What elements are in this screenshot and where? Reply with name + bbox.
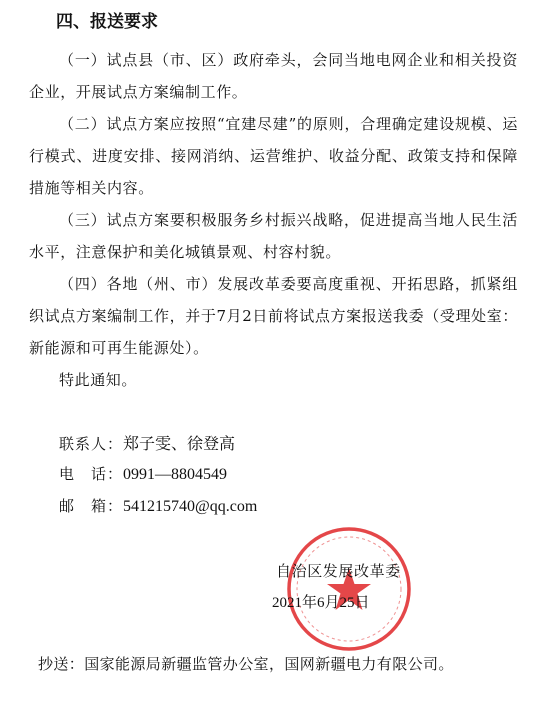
contact-phone-label: 电 话：	[59, 465, 124, 483]
signature-org: 自治区发展改革委	[276, 562, 401, 580]
section-heading: 四、报送要求	[56, 12, 158, 32]
signature-date: 2021年6月25日	[272, 595, 370, 611]
contact-email-value: 541215740@qq.com	[123, 498, 258, 515]
contact-phone-value: 0991—8804549	[123, 466, 227, 483]
official-seal-icon	[284, 524, 414, 654]
requirement-item-3: （三）试点方案要积极服务乡村振兴战略，促进提高当地人民生活水平，注意保护和美化城镇景观、村容村貌。	[29, 211, 518, 261]
contact-email	[59, 492, 257, 521]
contact-person	[59, 430, 235, 459]
contact-person-value: 郑子雯、徐登高	[123, 436, 236, 453]
requirement-item-1: （一）试点县（市、区）政府牵头，会同当地电网企业和相关投资企业，开展试点方案编制工作。	[29, 51, 518, 101]
contact-phone	[59, 460, 227, 489]
requirement-item-2: （二）试点方案应按照“宜建尽建”的原则，合理确定建设规模、运行模式、进度安排、接网消纳、运营维护、收益分配、政策支持和保障措施等相关内容。	[29, 115, 518, 197]
notice-text: 特此通知。	[59, 371, 138, 389]
contact-email-label: 邮 箱：	[59, 497, 124, 515]
cc-line: 抄送：国家能源局新疆监管办公室，国网新疆电力有限公司。	[38, 655, 454, 673]
requirement-item-4: （四）各地（州、市）发展改革委要高度重视、开拓思路，抓紧组织试点方案编制工作，并于7月2日前将试点方案报送我委（受理处室：新能源和可再生能源处）。	[29, 275, 518, 357]
contact-person-label: 联系人：	[59, 435, 124, 453]
